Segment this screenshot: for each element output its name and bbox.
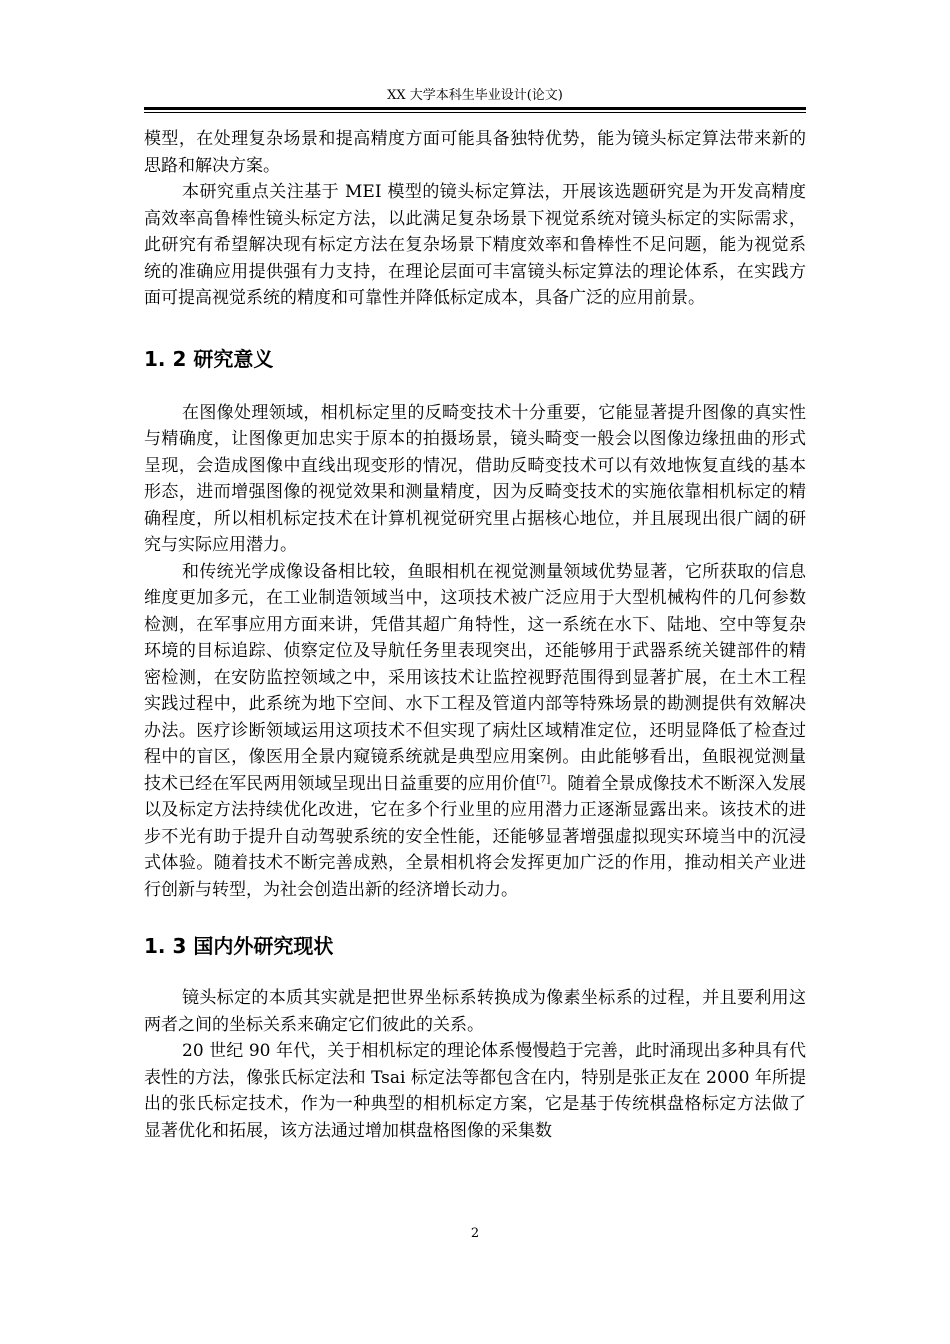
page-body (144, 126, 806, 1144)
paragraph-text: 。随着全景成像技术不断深入发展以及标定方法持续优化改进，它在多个行业里的应用潜力正逐渐显露出来。该技术的进步不光有助于提升自动驾驶系统的安全性能，还能够显著增强虚拟现实环境当中的沉浸式体验。随着技术不断完善成熟，全景相机将会发挥更加广泛的作用，推动相关产业进行创新与转型，为社会创造出新的经济增长动力。 (144, 773, 807, 900)
intro-paragraph-continued: 模型，在处理复杂场景和提高精度方面可能具备独特优势，能为镜头标定算法带来新的思路和解决方案。 (144, 129, 806, 176)
header-rule-thick (144, 107, 806, 110)
intro-paragraph: 本研究重点关注基于 MEI 模型的镜头标定算法，开展该选题研究是为开发高精度高效率高鲁棒性镜头标定方法，以此满足复杂场景下视觉系统对镜头标定的实际需求，此研究有希望解决现有标定方法在复杂场景下精度效率和鲁棒性不足问题，能为视觉系统的准确应用提供强有力支持，在理论层面可丰富镜头标定算法的理论体系，在实践方面可提高视觉系统的精度和可靠性并降低标定成本，具备广泛的应用前景。 (144, 182, 806, 308)
citation-ref: [7] (536, 773, 551, 785)
section-1-2-paragraph-2 (144, 559, 806, 904)
section-1-2-paragraph-1: 在图像处理领域，相机标定里的反畸变技术十分重要，它能显著提升图像的真实性与精确度，让图像更加忠实于原本的拍摄场景，镜头畸变一般会以图像边缘扭曲的形式呈现，会造成图像中直线出现变形的情况，借助反畸变技术可以有效地恢复直线的基本形态，进而增强图像的视觉效果和测量精度，因为反畸变技术的实施依靠相机标定的精确程度，所以相机标定技术在计算机视觉研究里占据核心地位，并且展现出很广阔的研究与实际应用潜力。 (144, 402, 806, 555)
header-rule-thin (144, 112, 806, 113)
paragraph-text: 和传统光学成像设备相比较，鱼眼相机在视觉测量领域优势显著，它所获取的信息维度更加多元，在工业制造领域当中，这项技术被广泛应用于大型机械构件的几何参数检测，在军事应用方面来讲，凭借其超广角特性，这一系统在水下、陆地、空中等复杂环境的目标追踪、侦察定位及导航任务里表现突出，还能够用于武器系统关键部件的精密检测，在安防监控领域之中，采用该技术让监控视野范围得到显著扩展，在土木工程实践过程中，此系统为地下空间、水下工程及管道内部等特殊场景的勘测提供有效解决办法。医疗诊断领域运用这项技术不但实现了病灶区域精准定位，还明显降低了检查过程中的盲区，像医用全景内窥镜系统就是典型应用案例。由此能够看出，鱼眼视觉测量技术已经在军民两用领域呈现出日益重要的应用价值 (144, 561, 806, 794)
page-number: 2 (470, 1226, 480, 1241)
section-1-3-paragraph-2: 20 世纪 90 年代，关于相机标定的理论体系慢慢趋于完善，此时涌现出多种具有代表性的方法，像张氏标定法和 Tsai 标定法等都包含在内，特别是张正友在 2000 年所提出的张氏标定技术，作为一种典型的相机标定方案，它是基于传统棋盘格标定方法做了显著优化和拓展，该方法通过增加棋盘格图像的采集数 (144, 1041, 806, 1141)
section-heading-1-2: 1. 2 研究意义 (144, 346, 274, 371)
running-header: XX 大学本科生毕业设计(论文) (387, 88, 563, 103)
section-heading-1-3: 1. 3 国内外研究现状 (144, 934, 334, 958)
section-1-3-paragraph-1: 镜头标定的本质其实就是把世界坐标系转换成为像素坐标系的过程，并且要利用这两者之间的坐标关系来确定它们彼此的关系。 (144, 988, 806, 1035)
